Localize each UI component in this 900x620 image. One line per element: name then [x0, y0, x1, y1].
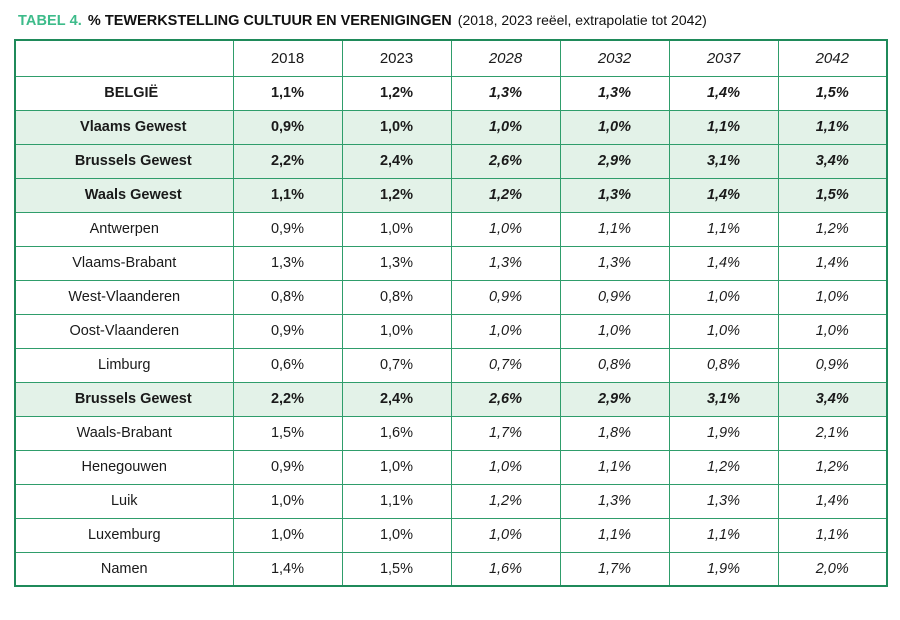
header-2042: 2042	[778, 40, 887, 76]
cell-2028: 1,2%	[451, 484, 560, 518]
table-row	[15, 518, 887, 552]
cell-2028: 1,6%	[451, 552, 560, 586]
cell-2032: 1,8%	[560, 416, 669, 450]
cell-2028: 1,2%	[451, 178, 560, 212]
cell-2018: 1,3%	[233, 246, 342, 280]
cell-2042: 3,4%	[778, 382, 887, 416]
cell-2018: 0,8%	[233, 280, 342, 314]
cell-2023: 2,4%	[342, 144, 451, 178]
row-label: Limburg	[15, 348, 233, 382]
page-title	[14, 12, 886, 29]
cell-2028: 2,6%	[451, 382, 560, 416]
cell-2042: 1,5%	[778, 178, 887, 212]
cell-2032: 0,9%	[560, 280, 669, 314]
table-row	[15, 552, 887, 586]
cell-2037: 1,3%	[669, 484, 778, 518]
cell-2018: 0,9%	[233, 110, 342, 144]
cell-2037: 1,9%	[669, 552, 778, 586]
cell-2037: 1,1%	[669, 212, 778, 246]
table-number-label: TABEL 4.	[18, 13, 82, 29]
cell-2023: 1,0%	[342, 518, 451, 552]
cell-2028: 1,3%	[451, 246, 560, 280]
cell-2018: 1,0%	[233, 518, 342, 552]
cell-2037: 1,2%	[669, 450, 778, 484]
cell-2018: 1,0%	[233, 484, 342, 518]
cell-2042: 1,0%	[778, 280, 887, 314]
table-row	[15, 450, 887, 484]
row-label: Vlaams Gewest	[15, 110, 233, 144]
cell-2018: 1,5%	[233, 416, 342, 450]
row-label: Luik	[15, 484, 233, 518]
cell-2032: 1,1%	[560, 450, 669, 484]
cell-2018: 0,9%	[233, 314, 342, 348]
cell-2023: 1,3%	[342, 246, 451, 280]
row-label: West-Vlaanderen	[15, 280, 233, 314]
cell-2032: 1,3%	[560, 76, 669, 110]
cell-2042: 1,2%	[778, 450, 887, 484]
table-row	[15, 484, 887, 518]
row-label: Henegouwen	[15, 450, 233, 484]
table-row	[15, 382, 887, 416]
cell-2018: 2,2%	[233, 144, 342, 178]
cell-2023: 0,8%	[342, 280, 451, 314]
cell-2028: 1,0%	[451, 314, 560, 348]
cell-2018: 2,2%	[233, 382, 342, 416]
table-row	[15, 76, 887, 110]
cell-2023: 1,2%	[342, 178, 451, 212]
cell-2028: 2,6%	[451, 144, 560, 178]
cell-2042: 2,0%	[778, 552, 887, 586]
cell-2028: 1,7%	[451, 416, 560, 450]
cell-2018: 1,1%	[233, 178, 342, 212]
cell-2037: 1,0%	[669, 314, 778, 348]
cell-2023: 1,0%	[342, 212, 451, 246]
cell-2032: 1,1%	[560, 212, 669, 246]
row-label: Brussels Gewest	[15, 382, 233, 416]
cell-2037: 3,1%	[669, 144, 778, 178]
header-2023: 2023	[342, 40, 451, 76]
cell-2042: 1,2%	[778, 212, 887, 246]
table-row	[15, 178, 887, 212]
cell-2037: 1,4%	[669, 76, 778, 110]
cell-2042: 2,1%	[778, 416, 887, 450]
cell-2032: 2,9%	[560, 382, 669, 416]
cell-2023: 1,0%	[342, 110, 451, 144]
cell-2042: 1,5%	[778, 76, 887, 110]
row-label: Oost-Vlaanderen	[15, 314, 233, 348]
row-label: BELGIË	[15, 76, 233, 110]
header-corner	[15, 40, 233, 76]
cell-2018: 1,1%	[233, 76, 342, 110]
cell-2032: 1,0%	[560, 110, 669, 144]
employment-table	[14, 39, 888, 587]
cell-2023: 1,0%	[342, 450, 451, 484]
row-label: Antwerpen	[15, 212, 233, 246]
cell-2032: 2,9%	[560, 144, 669, 178]
cell-2032: 1,3%	[560, 178, 669, 212]
row-label: Luxemburg	[15, 518, 233, 552]
table-row	[15, 144, 887, 178]
cell-2023: 1,0%	[342, 314, 451, 348]
table-row	[15, 212, 887, 246]
cell-2032: 1,0%	[560, 314, 669, 348]
cell-2018: 0,6%	[233, 348, 342, 382]
table-row	[15, 416, 887, 450]
cell-2032: 1,3%	[560, 246, 669, 280]
table-title-main: % TEWERKSTELLING CULTUUR EN VERENIGINGEN	[87, 13, 452, 29]
cell-2023: 1,2%	[342, 76, 451, 110]
table-row	[15, 280, 887, 314]
cell-2028: 1,0%	[451, 110, 560, 144]
header-2028: 2028	[451, 40, 560, 76]
cell-2023: 0,7%	[342, 348, 451, 382]
cell-2028: 0,7%	[451, 348, 560, 382]
row-label: Vlaams-Brabant	[15, 246, 233, 280]
cell-2032: 0,8%	[560, 348, 669, 382]
header-2037: 2037	[669, 40, 778, 76]
cell-2042: 1,1%	[778, 518, 887, 552]
cell-2042: 1,1%	[778, 110, 887, 144]
cell-2028: 0,9%	[451, 280, 560, 314]
row-label: Namen	[15, 552, 233, 586]
cell-2042: 0,9%	[778, 348, 887, 382]
cell-2023: 2,4%	[342, 382, 451, 416]
row-label: Brussels Gewest	[15, 144, 233, 178]
cell-2037: 1,0%	[669, 280, 778, 314]
cell-2028: 1,0%	[451, 212, 560, 246]
cell-2042: 1,0%	[778, 314, 887, 348]
cell-2037: 1,1%	[669, 110, 778, 144]
cell-2037: 1,4%	[669, 246, 778, 280]
cell-2018: 0,9%	[233, 450, 342, 484]
table-row	[15, 246, 887, 280]
cell-2037: 3,1%	[669, 382, 778, 416]
table-title-subtitle: (2018, 2023 reëel, extrapolatie tot 2042)	[457, 12, 707, 28]
header-2032: 2032	[560, 40, 669, 76]
cell-2032: 1,1%	[560, 518, 669, 552]
row-label: Waals Gewest	[15, 178, 233, 212]
cell-2037: 1,1%	[669, 518, 778, 552]
cell-2037: 1,9%	[669, 416, 778, 450]
cell-2042: 1,4%	[778, 246, 887, 280]
cell-2023: 1,5%	[342, 552, 451, 586]
cell-2028: 1,3%	[451, 76, 560, 110]
cell-2018: 1,4%	[233, 552, 342, 586]
table-row	[15, 110, 887, 144]
table-header-row	[15, 40, 887, 76]
header-2018: 2018	[233, 40, 342, 76]
cell-2032: 1,3%	[560, 484, 669, 518]
cell-2042: 3,4%	[778, 144, 887, 178]
table-row	[15, 314, 887, 348]
cell-2018: 0,9%	[233, 212, 342, 246]
cell-2023: 1,1%	[342, 484, 451, 518]
cell-2032: 1,7%	[560, 552, 669, 586]
row-label: Waals-Brabant	[15, 416, 233, 450]
cell-2037: 0,8%	[669, 348, 778, 382]
cell-2023: 1,6%	[342, 416, 451, 450]
cell-2028: 1,0%	[451, 450, 560, 484]
cell-2042: 1,4%	[778, 484, 887, 518]
table-row	[15, 348, 887, 382]
cell-2037: 1,4%	[669, 178, 778, 212]
cell-2028: 1,0%	[451, 518, 560, 552]
